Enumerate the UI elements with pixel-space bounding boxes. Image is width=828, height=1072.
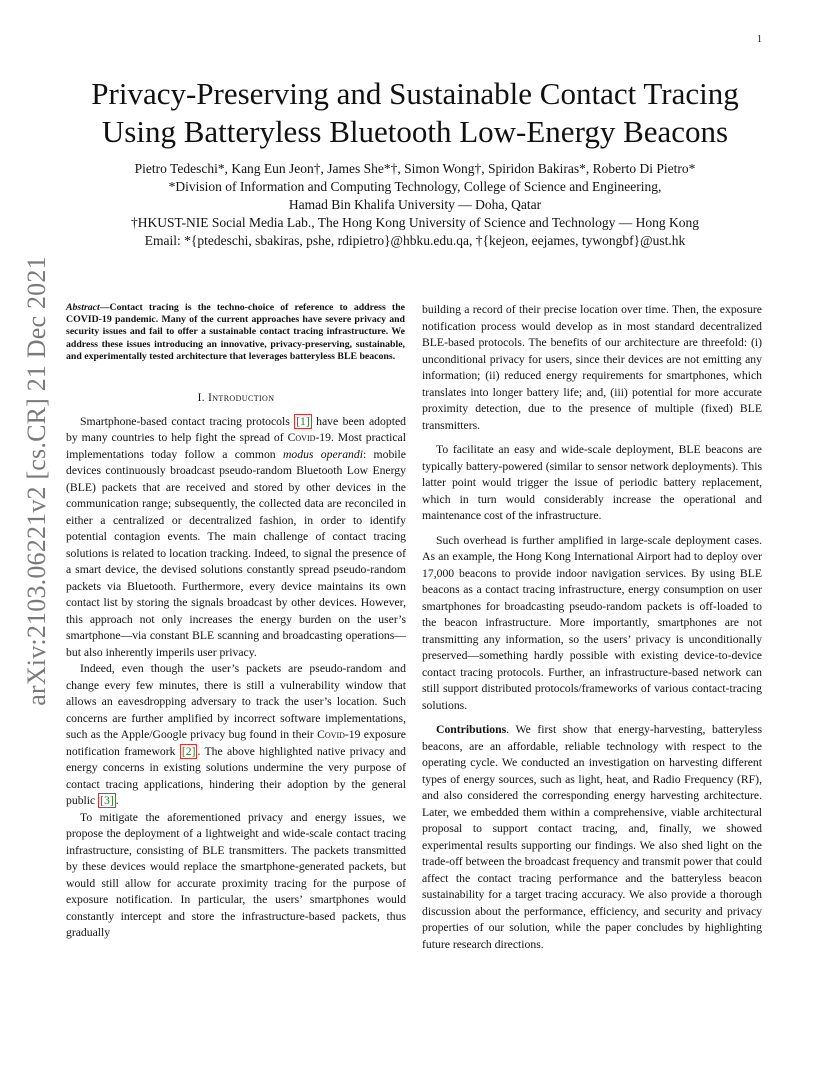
page-number: 1 <box>757 34 762 45</box>
intro-paragraph-4: To facilitate an easy and wide-scale deployment, BLE beacons are typically battery-powered (similar to sensor network deployments). This latter point would trigger the issue of periodic battery replacement, which in turn would considerably increase the operational and maintenance cost of the infrastructure. <box>422 443 762 522</box>
contributions-label: Contributions <box>436 723 507 736</box>
abstract <box>66 302 406 363</box>
text-run: . <box>115 794 119 808</box>
text-run: : mobile devices continuously broadcast pseudo-random Bluetooth Low Energy (BLE) packets that are received and stored by other devices in the communication range; subsequently, the collected data are reconciled in either a centralized or decentralized fashion, in order to identify potential contagion events. The main challenge of contact tracing solutions is related to location tracking. Indeed, to signal the presence of a smart device, the devised solutions constantly spread pseudo-random packets via Bluetooth. Furthermore, every device maintains its own contact list by storing the signals broadcast by other devices. However, this approach not only increases the energy burden on the user’s smartphone—via constant BLE scanning and broadcasting operations—but also inherently imperils user privacy. <box>66 447 406 659</box>
intro-paragraph-2 <box>66 661 406 810</box>
text-run: . The above highlighted native privacy and energy concerns in existing solutions undermine the very purpose of contact tracing applications, hindering their adoption by the general public <box>66 744 406 808</box>
text-run: . We first show that energy-harvesting, batteryless beacons, are an affordable, reliable technology with respect to the operating cycle. We conducted an investigation on harvesting different types of energy sources, such as light, heat, and Radio Frequency (RF), and also considered the corresponding energy harvesting architecture. Later, we embedded them within a comprehensive, viable architectural proposal to support contact tracing, and, finally, we showed experimental results supporting our findings. We also shed light on the trade-off between the broadcast frequency and transmit power that could affect the contact tracing performance and the batteryless beacon sustainability for a target tracing accuracy. We also provide a thorough discussion about the performance, efficiency, and security and privacy properties of our solution, while the paper concludes by highlighting future research directions. <box>422 723 762 951</box>
email-line: Email: *{ptedeschi, sbakiras, pshe, rdipietro}@hbku.edu.qa, †{kejeon, eejames, tywongbf}@ust.hk <box>144 233 686 248</box>
arxiv-identifier-text: arXiv:2103.06221v2 [cs.CR] 21 Dec 2021 <box>22 256 51 706</box>
covid-term: Covid <box>287 431 316 445</box>
text-run: -19. Most practical implementations today follow a common <box>66 431 406 461</box>
emphasis-modus-operandi: modus operandi <box>282 447 363 461</box>
author-list: Pietro Tedeschi*, Kang Eun Jeon†, James She*†, Simon Wong†, Spiridon Bakiras*, Roberto Di Pietro* <box>134 161 696 176</box>
affiliation-line-1: *Division of Information and Computing Technology, College of Science and Engineering, <box>168 179 662 194</box>
text-run: Smartphone-based contact tracing protocols <box>80 414 295 428</box>
text-run: Indeed, even though the user’s packets are pseudo-random and change every few minutes, there is still a vulnerability window that allows an eavesdropping adversary to track the user’s location. Such concerns are further amplified by incorrect software implementations, such as the Apple/Google privacy bug found in their <box>66 662 406 742</box>
title-line-1: Privacy-Preserving and Sustainable Contact Tracing <box>91 76 739 111</box>
abstract-text: —Contact tracing is the techno-choice of reference to address the COVID-19 pandemic. Many of the current approaches have severe privacy and security issues and fail to offer a sustainable contact tracing infrastructure. We address these issues introducing an innovative, privacy-preserving, sustainable, and experimentally tested architecture that leverages batteryless BLE beacons. <box>66 302 405 362</box>
affiliation-line-2: Hamad Bin Khalifa University — Doha, Qatar <box>288 197 542 212</box>
arxiv-identifier-stamp <box>22 256 52 706</box>
left-column <box>66 302 406 942</box>
author-block <box>60 160 770 250</box>
citation-link-2[interactable]: [2] <box>181 744 196 758</box>
text-run: -19 exposure notification framework <box>66 728 406 758</box>
section-title: Introduction <box>208 392 275 405</box>
intro-paragraph-3: To mitigate the aforementioned privacy and energy issues, we propose the deployment of a lightweight and wide-scale contact tracing infrastructure, consisting of BLE transmitters. The packets transmitted by these devices would replace the smartphone-generated packets, but would still allow for accurate proximity tracing for the purpose of exposure notification. In particular, the users’ smartphones would constantly intercept and store the infrastructure-based packets, thus gradually <box>66 810 406 940</box>
abstract-label: Abstract <box>66 302 100 313</box>
right-column <box>422 302 762 961</box>
covid-term: Covid <box>317 728 345 742</box>
section-heading-introduction <box>66 390 406 407</box>
intro-paragraph-1 <box>66 414 406 662</box>
text-run: have been adopted by many countries to help fight the spread of <box>66 414 406 445</box>
contributions-paragraph <box>422 722 762 953</box>
intro-paragraph-5: Such overhead is further amplified in large-scale deployment cases. As an example, the Hong Kong International Airport had to deploy over 17,000 beacons to provide indoor navigation services. By using BLE beacons as a contact tracing infrastructure, energy consumption on user smartphones for broadcasting pseudo-random packets is off-loaded to the beacon infrastructure. More importantly, smartphones are not transmitting any information, so the users’ privacy is unconditionally preserved—something hardly possible with existing device-to-device contact tracing protocols. Further, an infrastructure-based network can still support distributed protocols/frameworks of various contact-tracing solutions. <box>422 533 762 712</box>
citation-link-1[interactable]: [1] <box>296 414 310 428</box>
affiliation-line-3: †HKUST-NIE Social Media Lab., The Hong Kong University of Science and Technology — Hong Kong <box>131 215 699 230</box>
paper-title <box>60 75 770 151</box>
intro-paragraph-continued: building a record of their precise location over time. Then, the exposure notification process would develop as in most standard decentralized BLE-based protocols. The benefits of our architecture are threefold: (i) unconditional privacy for users, since their devices are not emitting any information; (ii) reduced energy requirements for smartphones, which translates into longer battery life; and, (iii) potential for more accurate proximity detection, due to the presence of multiple (fixed) BLE transmitters. <box>422 303 762 432</box>
title-line-2: Using Batteryless Bluetooth Low-Energy Beacons <box>101 114 729 149</box>
section-number: I. <box>197 392 205 405</box>
citation-link-3[interactable]: [3] <box>100 794 114 808</box>
